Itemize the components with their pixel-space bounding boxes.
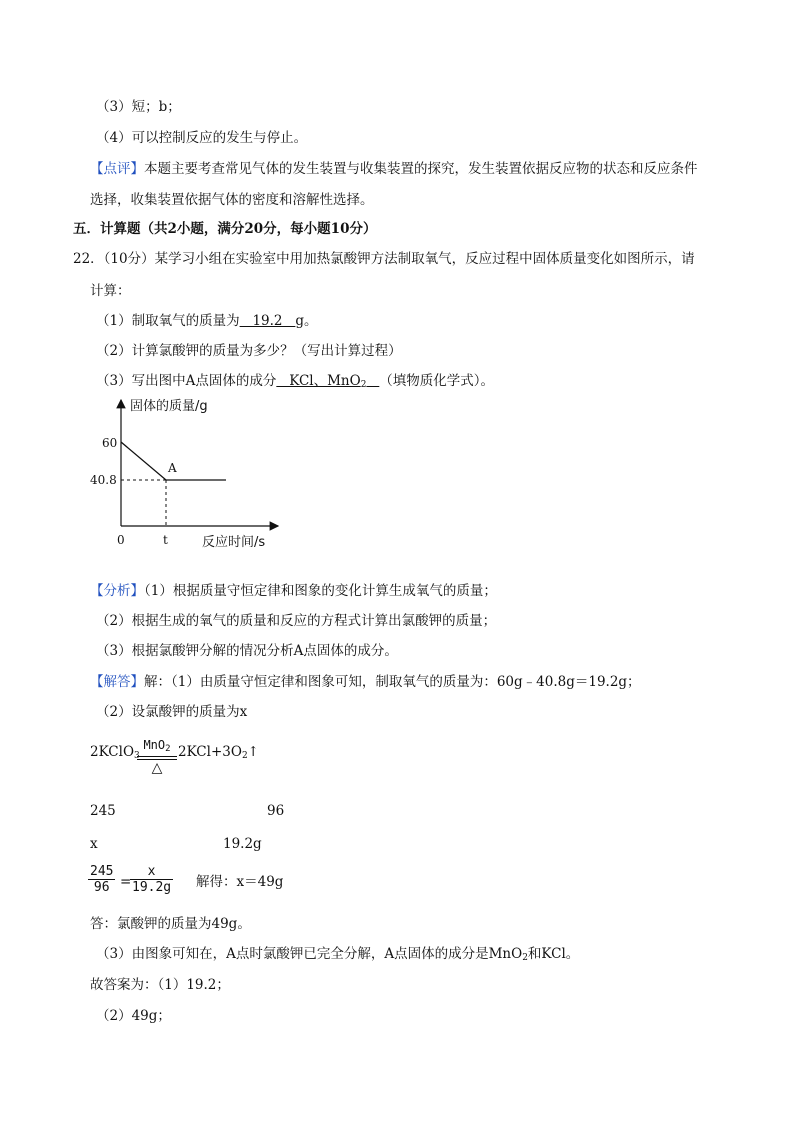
final-answer-2: （2）49g； (96, 1008, 171, 1024)
solve-result: 解得：x＝49g (196, 874, 284, 890)
analysis-text-3: （3）根据氯酸钾分解的情况分析A点固体的成分。 (96, 643, 398, 659)
analysis (90, 581, 497, 601)
ratio-x: x (90, 836, 98, 852)
y-axis-label: 固体的质量/g (130, 399, 208, 414)
comment-text-2: 选择，收集装置依据气体的密度和溶解性选择。 (90, 192, 374, 208)
solution-tag: 【解答】 (90, 674, 144, 690)
ratio-19-2g: 19.2g (223, 836, 262, 852)
catalyst: MnO (143, 738, 166, 752)
answer-formula-sub: 2 (360, 380, 367, 390)
equation-left (90, 744, 140, 761)
fraction-equals: = (120, 874, 132, 890)
sub-question-3-text: （3）写出图中A点固体的成分 (96, 373, 277, 389)
sub-question-2: （2）计算氯酸钾的质量为多少？（写出计算过程） (96, 343, 402, 359)
analysis-text-1: （1）根据质量守恒定律和图象的变化计算生成氧气的质量； (144, 583, 497, 599)
y-tick-60: 60 (102, 436, 118, 450)
answer-formula: KCl、MnO (276, 373, 361, 389)
answer-pad (366, 373, 379, 389)
fraction-right-denominator: 19.2g (132, 880, 172, 895)
products: 2KCl+3O (178, 744, 242, 760)
comment-tag: 【点评】 (90, 161, 144, 177)
comment (90, 159, 698, 179)
part-3-text: （3）由图象可知在，A点时氯酸钾已完全分解，A点固体的成分是MnO (96, 946, 523, 962)
fraction-left (88, 864, 115, 895)
solution-text-1: 解：（1）由质量守恒定律和图象可知，制取氧气的质量为：60g﹣40.8g＝19.2g； (144, 674, 641, 690)
reactant: 2KClO (90, 744, 135, 760)
analysis-text-2: （2）根据生成的氧气的质量和反应的方程式计算出氯酸钾的质量； (96, 613, 497, 629)
analysis-tag: 【分析】 (90, 583, 144, 599)
reactant-sub: 3 (134, 751, 140, 761)
part-3-sub: 2 (522, 953, 528, 963)
heat-condition: △ (151, 760, 163, 776)
part-3-answer (96, 944, 579, 968)
answer-3: （3）短；b； (96, 99, 181, 115)
equation-bar-top (137, 756, 177, 757)
products-sub: 2 (241, 751, 248, 761)
ratio-245: 245 (90, 803, 116, 819)
solution-text-2: （2）设氯酸钾的质量为x (96, 704, 248, 720)
equation-right (178, 744, 259, 761)
final-answer-1: 故答案为：（1）19.2； (90, 977, 230, 993)
catalyst-sub: 2 (165, 744, 171, 754)
solution (90, 672, 641, 692)
fraction-right (130, 864, 173, 895)
fraction-left-numerator: 245 (90, 864, 114, 879)
chemical-equation (90, 738, 310, 784)
comment-text-1: 本题主要考查常见气体的发生装置与收集装置的探究，发生装置依据反应物的状态和反应条件 (144, 161, 698, 177)
x-axis-label: 反应时间/s (202, 535, 266, 550)
sub-question-3-hint: （填物质化学式）。 (379, 373, 495, 389)
sub-question-1-text: （1）制取氧气的质量为 (96, 313, 240, 329)
section-heading: 五．计算题（共2小题，满分20分，每小题10分） (73, 221, 377, 237)
conclusion: 答：氯酸钾的质量为49g。 (90, 916, 251, 932)
y-tick-40-8: 40.8 (90, 473, 117, 487)
equation-catalyst (137, 738, 177, 754)
x-tick-0: 0 (117, 533, 125, 547)
sub-question-1-answer: 19.2 (239, 313, 296, 329)
sub-question-1 (96, 311, 318, 331)
sub-question-3-answer (276, 373, 379, 389)
answer-4: （4）可以控制反应的发生与停止。 (96, 130, 308, 146)
point-a-label: A (168, 461, 177, 475)
part-3-tail: 和KCl。 (527, 946, 580, 962)
sub-question-1-unit: g。 (295, 313, 318, 329)
gas-arrow: ↑ (247, 744, 259, 760)
mass-time-graph (80, 392, 300, 552)
ratio-96: 96 (267, 803, 285, 819)
x-tick-t: t (163, 533, 168, 547)
fraction-left-denominator: 96 (93, 880, 110, 895)
fraction-right-numerator: x (130, 864, 173, 880)
question-22-line-2: 计算： (90, 283, 131, 299)
question-22-line-1: 22．（10分）某学习小组在实验室中用加热氯酸钾方法制取氧气，反应过程中固体质量变化如图所示，请 (73, 251, 695, 267)
